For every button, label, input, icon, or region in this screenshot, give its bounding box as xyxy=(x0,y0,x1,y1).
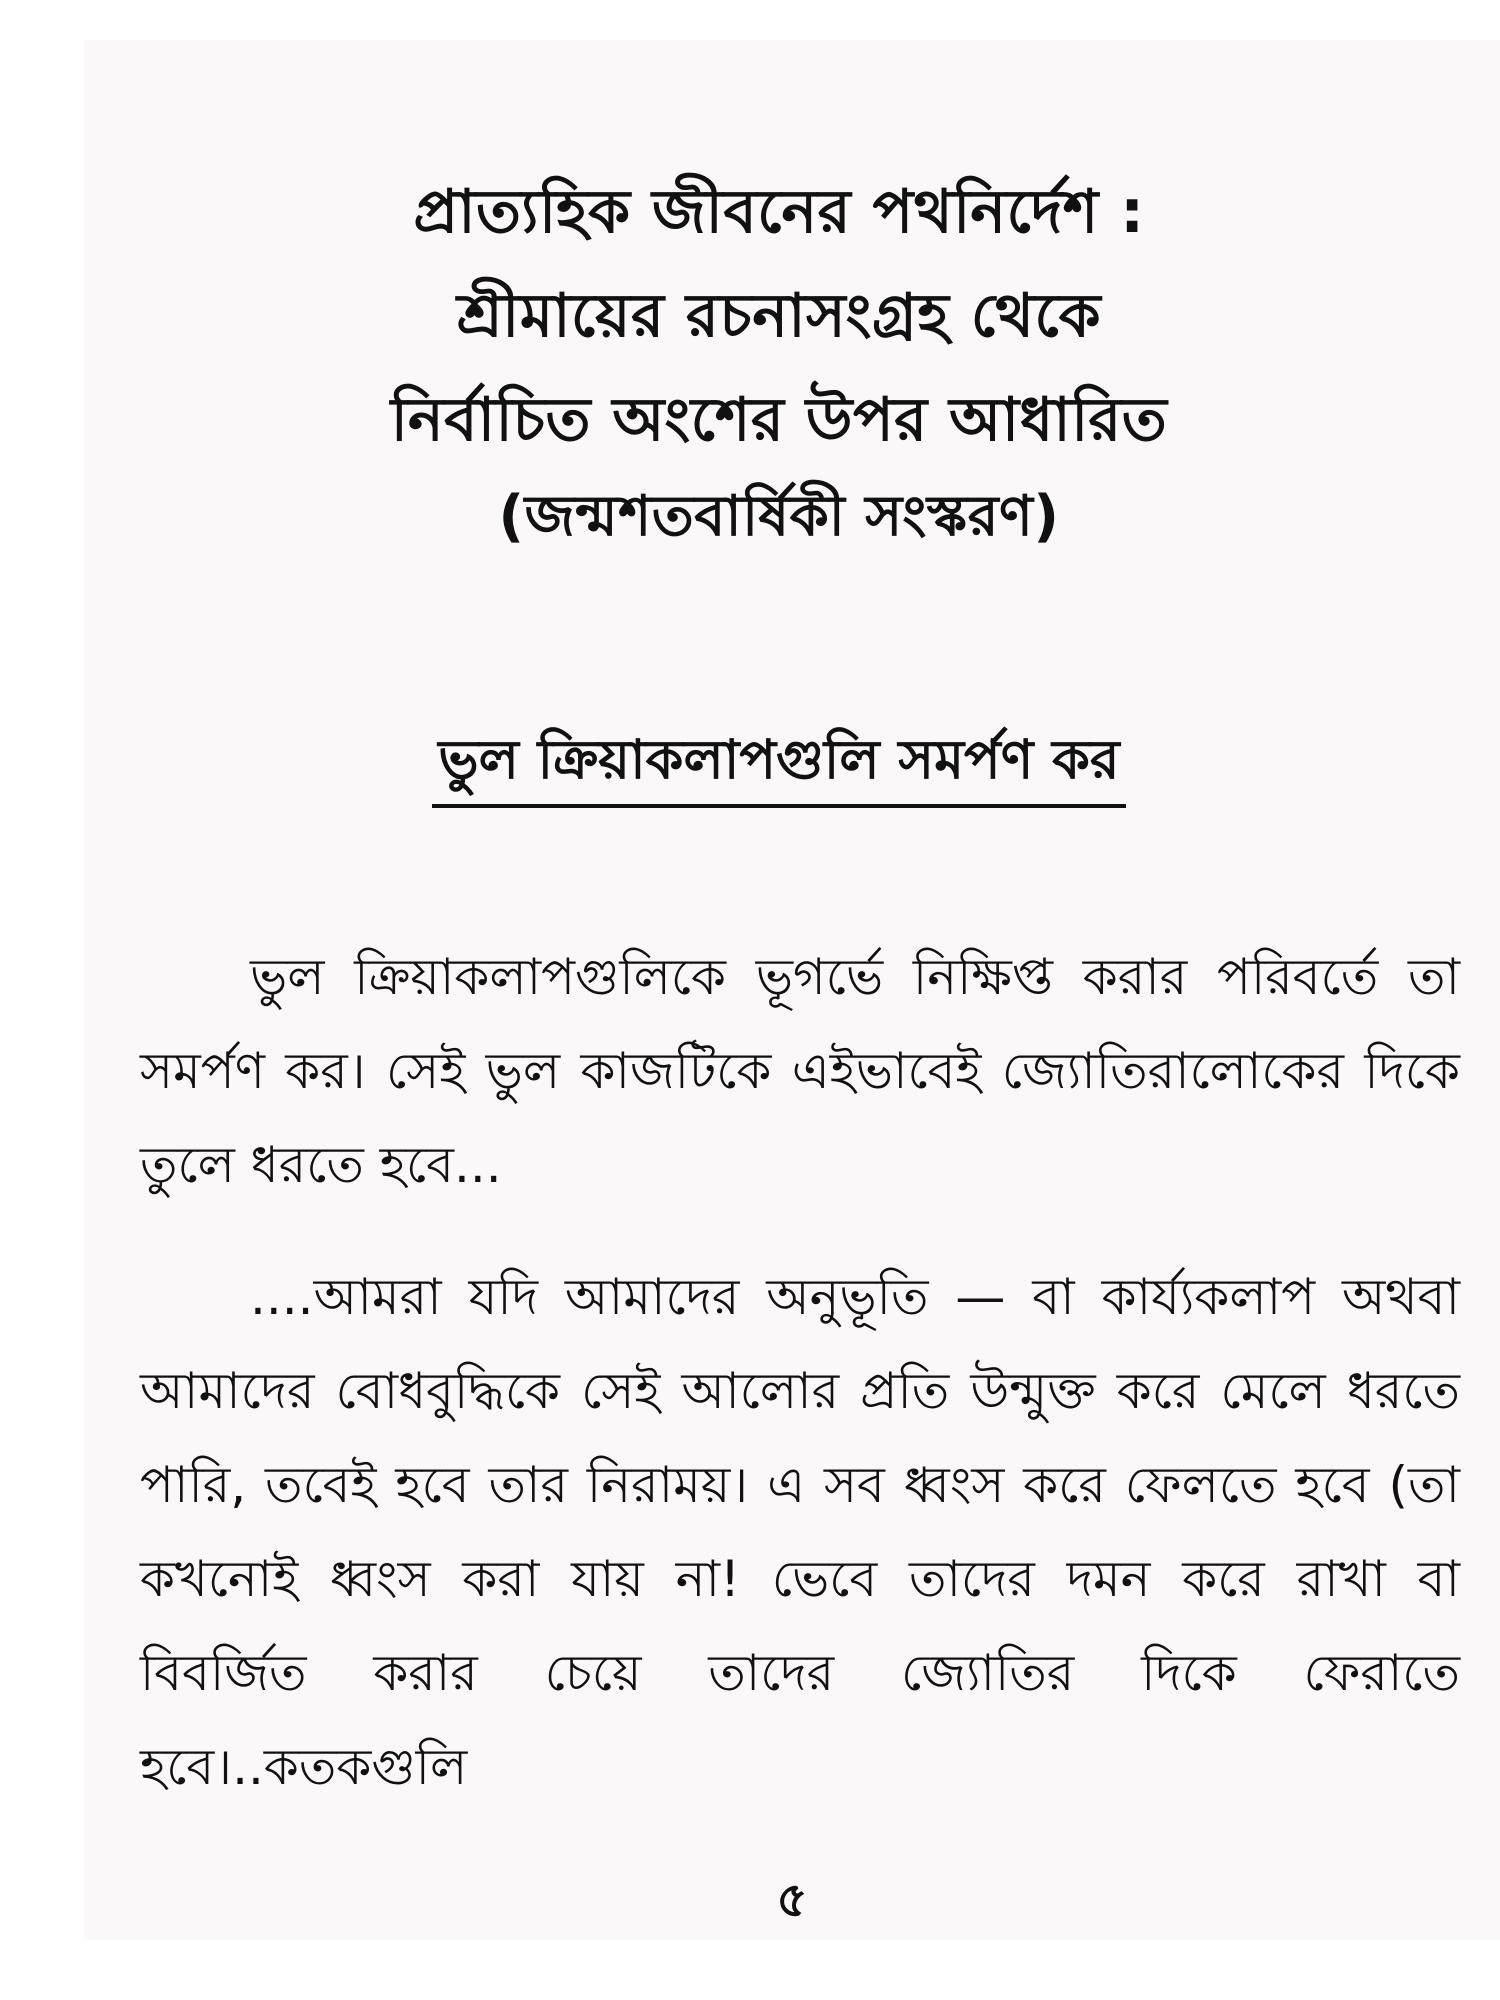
paragraph-2 xyxy=(140,1250,1460,1814)
title-line-1: প্রাত্যহিক জীবনের পথনির্দেশ : xyxy=(413,177,1145,247)
title-line-2: শ্রীমায়ের রচনাসংগ্রহ থেকে xyxy=(456,281,1102,351)
title-block xyxy=(144,160,1414,562)
section-heading: ভুল ক্রিয়াকলাপগুলি সমর্পণ কর xyxy=(432,720,1125,808)
edition-label: (জন্মশতবার্ষিকী সংস্করণ) xyxy=(498,484,1060,549)
section-heading-wrapper xyxy=(144,720,1414,808)
title-line-3: নির্বাচিত অংশের উপর আধারিত xyxy=(390,385,1168,455)
book-page xyxy=(84,40,1500,1940)
paragraph-1-text: ভুল ক্রিয়াকলাপগুলিকে ভূগর্ভে নিক্ষিপ্ত করার পরিবর্তে তা সমর্পণ কর। সেই ভুল কাজটিকে এইভাবেই জ্যোতিরালোকের দিকে তুলে ধরতে হবে... xyxy=(140,948,1460,1194)
page-number: ৫ xyxy=(776,1872,808,1928)
paragraph-2-text: ....আমরা যদি আমাদের অনুভূতি — বা কার্য্যকলাপ অথবা আমাদের বোধবুদ্ধিকে সেই আলোর প্রতি উন্মুক্ত করে মেলে ধরতে পারি, তবেই হবে তার নিরাময়। এ সব ধ্বংস করে ফেলতে হবে (তা কখনোই ধ্বংস করা যায় না! ভেবে তাদের দমন করে রাখা বা বিবর্জিত করার চেয়ে তাদের জ্যোতির দিকে ফেরাতে হবে।..কতকগুলি xyxy=(140,1268,1460,1796)
paragraph-1 xyxy=(140,930,1460,1212)
